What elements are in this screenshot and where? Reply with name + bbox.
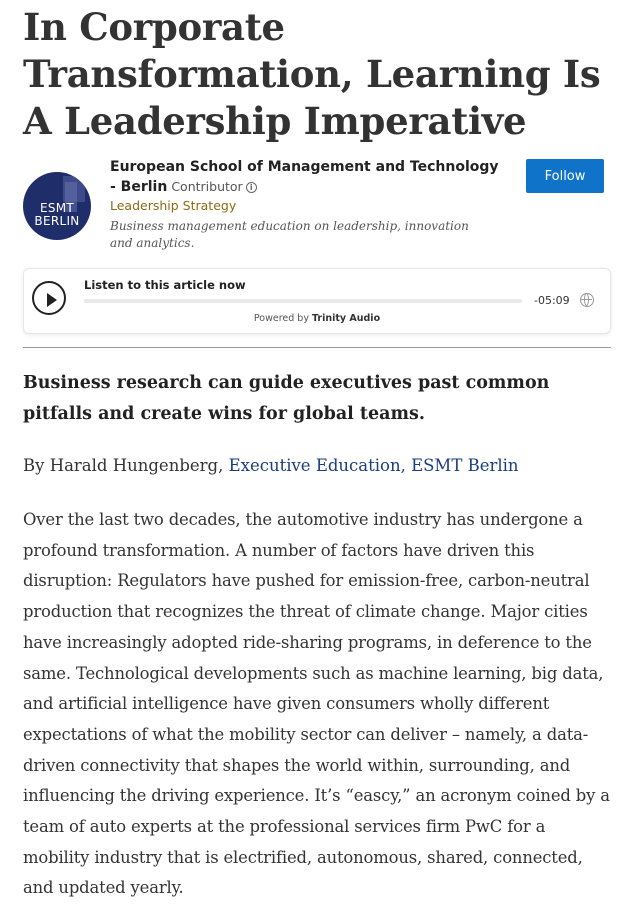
author-avatar[interactable] xyxy=(23,172,91,240)
article-title: In Corporate Transformation, Learning Is A Leadership Imperative xyxy=(23,5,601,143)
powered-by-label: Powered by xyxy=(253,313,309,324)
logo-line-1: ESMT xyxy=(39,201,75,215)
contributor-label: Contributor xyxy=(171,179,243,194)
article-body: Over the last two decades, the automotive industry has undergone a profound transformation. A number of factors have driven this disruption: Regulators have pushed for emission-free, carbon-neutral production that recognizes the threat of climate change. Major cities have increasingly adopted ride-sharing programs, in deference to the same. Technological developments such as machine learning, big data, and artificial intelligence have given consumers wholly different expectations of what the mobility sector can deliver – namely, a data-driven connectivity that shapes the world within, surrounding, and influencing the driving experience. It’s “eascy,” an acronym coined by a team of auto experts at the professional services firm PwC for a mobility industry that is electrified, autonomous, shared, connected, and updated yearly. xyxy=(23,510,610,898)
time-remaining: -05:09 xyxy=(534,294,570,307)
author-bio: Business management education on leadership, innovation and analytics. xyxy=(110,219,469,250)
listen-label: Listen to this article now xyxy=(84,278,246,292)
audio-progress-bar[interactable] xyxy=(84,299,522,303)
byline-author: By Harald Hungenberg, xyxy=(23,456,229,475)
article-dek: Business research can guide executives past common pitfalls and create wins for global teams. xyxy=(23,373,550,424)
globe-icon[interactable] xyxy=(580,293,594,307)
audio-player xyxy=(23,268,611,334)
logo-line-2: BERLIN xyxy=(34,214,80,228)
byline-affiliation-link[interactable]: Executive Education, ESMT Berlin xyxy=(228,456,519,475)
section-divider xyxy=(23,347,611,348)
author-block xyxy=(23,156,623,256)
play-icon xyxy=(47,293,57,307)
follow-button[interactable]: Follow xyxy=(526,159,604,193)
info-icon[interactable]: i xyxy=(246,182,257,193)
powered-by xyxy=(24,313,610,324)
author-name-line xyxy=(110,158,500,197)
trinity-audio-link[interactable]: Trinity Audio xyxy=(311,313,381,324)
play-button[interactable] xyxy=(32,281,66,315)
esmt-logo xyxy=(23,202,91,228)
author-category[interactable]: Leadership Strategy xyxy=(110,198,237,213)
byline xyxy=(23,452,613,480)
author-name[interactable]: European School of Management and Technology - Berlin xyxy=(110,159,499,195)
